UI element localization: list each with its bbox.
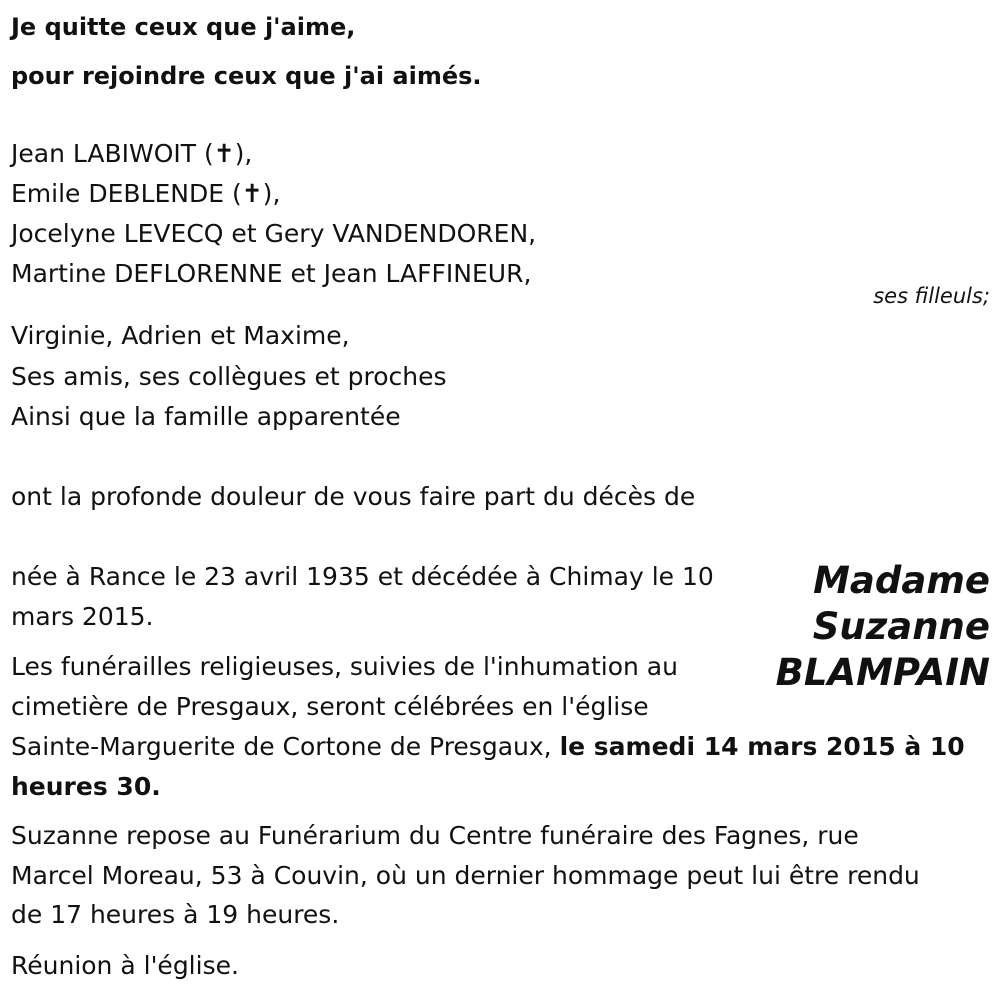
godparents-relation: ses filleuls;	[873, 284, 990, 308]
visitation-line-3: de 17 heures à 19 heures.	[11, 900, 340, 929]
visitation-line-1: Suzanne repose au Funérarium du Centre funéraire des Fagnes, rue	[11, 821, 859, 850]
godparent-name: Jean LABIWOIT (✝),	[11, 139, 253, 168]
deceased-title: Madame	[813, 559, 990, 602]
birth-death-line-1: née à Rance le 23 avril 1935 et décédée à Chimay le 10	[11, 562, 714, 591]
epigraph-line-2: pour rejoindre ceux que j'ai aimés.	[11, 62, 482, 90]
reunion-note: Réunion à l'église.	[11, 951, 239, 980]
family-line: Ainsi que la famille apparentée	[11, 402, 401, 431]
godparent-name: Jocelyne LEVECQ et Gery VANDENDOREN,	[11, 219, 537, 248]
funeral-time: heures 30.	[11, 772, 161, 801]
funeral-date: le samedi 14 mars 2015 à 10	[559, 732, 965, 761]
family-line: Ses amis, ses collègues et proches	[11, 362, 447, 391]
funeral-line-3	[11, 732, 965, 762]
deceased-name	[776, 558, 990, 696]
funeral-location: Sainte-Marguerite de Cortone de Presgaux,	[11, 732, 560, 761]
deceased-first-name: Suzanne	[812, 605, 990, 648]
funeral-line-1: Les funérailles religieuses, suivies de l'inhumation au	[11, 652, 678, 681]
visitation-line-2: Marcel Moreau, 53 à Couvin, où un dernier hommage peut lui être rendu	[11, 861, 920, 890]
announcement: ont la profonde douleur de vous faire part du décès de	[11, 482, 696, 511]
deceased-last-name: BLAMPAIN	[775, 651, 990, 694]
funeral-line-2: cimetière de Presgaux, seront célébrées en l'église	[11, 692, 649, 721]
family-line: Virginie, Adrien et Maxime,	[11, 321, 350, 350]
epigraph-line-1: Je quitte ceux que j'aime,	[11, 13, 356, 41]
godparent-name: Martine DEFLORENNE et Jean LAFFINEUR,	[11, 259, 532, 288]
birth-death-line-2: mars 2015.	[11, 602, 154, 631]
godparent-name: Emile DEBLENDE (✝),	[11, 179, 281, 208]
